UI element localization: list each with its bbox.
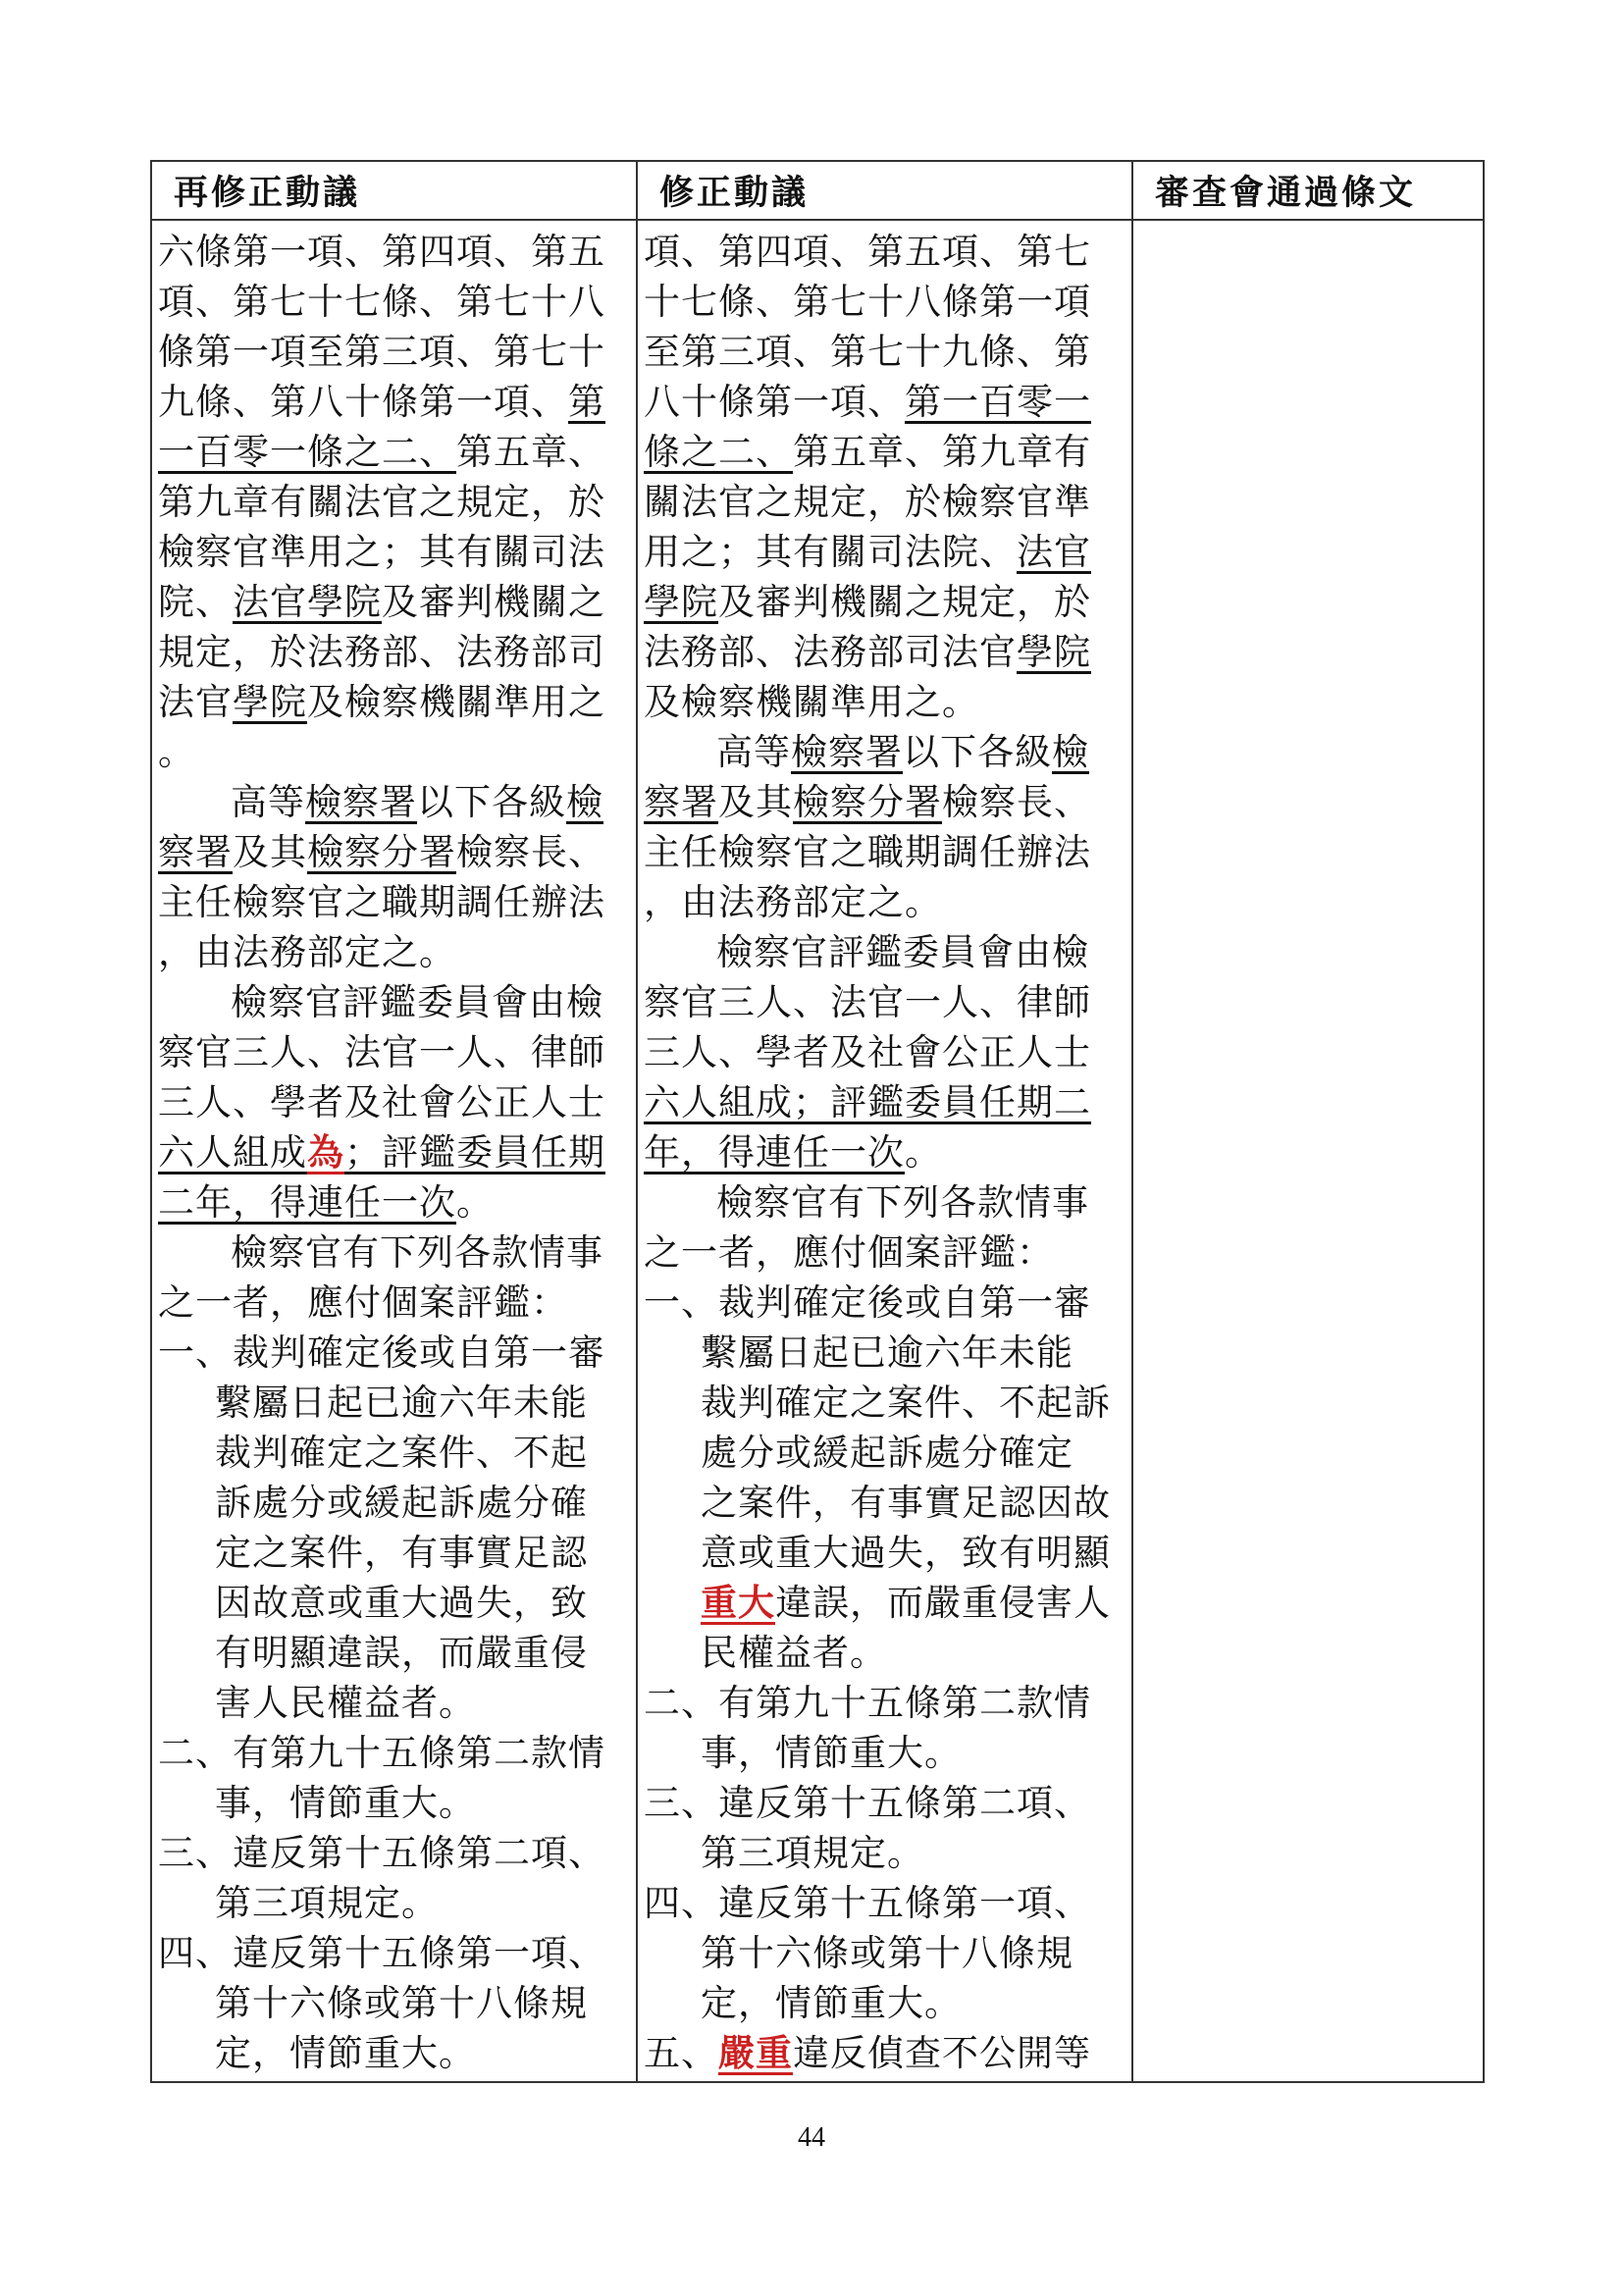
text-line bbox=[638, 1127, 1131, 1177]
underlined-text: 察署 bbox=[644, 781, 718, 823]
text-line bbox=[638, 427, 1131, 477]
text-line bbox=[638, 1428, 1131, 1478]
text-run: 之案件，有事實足認因故 bbox=[701, 1482, 1111, 1524]
text-run: 第十六條或第十八條規 bbox=[215, 1982, 588, 2024]
text-run: 及審判機關之 bbox=[382, 581, 605, 623]
text-line bbox=[638, 577, 1131, 627]
text-run: 八十條第一項、 bbox=[644, 381, 905, 423]
text-line bbox=[152, 677, 636, 727]
text-line bbox=[152, 727, 636, 777]
text-line bbox=[638, 727, 1131, 777]
underlined-text: 一百零一條之二、 bbox=[158, 431, 456, 473]
underlined-text: 學院 bbox=[644, 581, 718, 623]
text-run: 第五章、 bbox=[456, 431, 605, 473]
text-line bbox=[152, 1077, 636, 1127]
text-line bbox=[638, 1278, 1131, 1328]
text-run: 。 bbox=[158, 731, 195, 773]
text-run: 以下各級 bbox=[417, 781, 566, 823]
text-run: 。 bbox=[456, 1181, 494, 1224]
header-amendment-motion: 修正動議 bbox=[637, 161, 1132, 220]
text-run: 主任檢察官之職期調任辦法 bbox=[644, 831, 1091, 873]
text-line bbox=[152, 227, 636, 277]
text-run: 三人、學者及社會公正人士 bbox=[644, 1031, 1091, 1073]
text-run: 及審判機關之規定，於 bbox=[718, 581, 1091, 623]
text-run: 檢察官評鑑委員會由檢 bbox=[231, 981, 603, 1023]
text-line bbox=[152, 927, 636, 977]
text-line bbox=[638, 1928, 1131, 1978]
text-run: 事，情節重大。 bbox=[215, 1782, 476, 1824]
underlined-text: ；評鑑委員任期二 bbox=[793, 1081, 1091, 1123]
text-run: 第三項規定。 bbox=[701, 1832, 924, 1874]
text-line bbox=[638, 977, 1131, 1027]
text-run: 項、第四項、第五項、第七 bbox=[644, 231, 1091, 273]
text-run: 三人、學者及社會公正人士 bbox=[158, 1081, 605, 1123]
text-line bbox=[638, 827, 1131, 877]
text-run: 六條第一項、第四項、第五 bbox=[158, 231, 605, 273]
header-revised-motion: 再修正動議 bbox=[151, 161, 637, 220]
text-line bbox=[152, 1428, 636, 1478]
text-run: 一、裁判確定後或自第一審 bbox=[644, 1281, 1091, 1324]
text-run: 關法官之規定，於檢察官準 bbox=[644, 481, 1091, 523]
text-line bbox=[638, 2028, 1131, 2078]
underlined-text: 學院 bbox=[1017, 631, 1091, 673]
text-run: 定，情節重大。 bbox=[215, 2032, 476, 2074]
text-line bbox=[638, 1177, 1131, 1227]
text-run: 。 bbox=[905, 1131, 942, 1174]
text-run: 及檢察機關準用之。 bbox=[644, 681, 979, 723]
text-line bbox=[638, 277, 1131, 327]
text-line bbox=[638, 1077, 1131, 1127]
comparison-table bbox=[150, 160, 1485, 2083]
text-run: 二年，得連任一次 bbox=[158, 1181, 456, 1224]
text-line bbox=[152, 577, 636, 627]
text-line bbox=[638, 1728, 1131, 1778]
text-line bbox=[152, 277, 636, 327]
text-run: 處分或緩起訴處分確定 bbox=[701, 1432, 1073, 1474]
text-line bbox=[152, 1928, 636, 1978]
text-line bbox=[152, 777, 636, 827]
text-line bbox=[638, 1978, 1131, 2028]
text-run: 察官三人、法官一人、律師 bbox=[158, 1031, 605, 1073]
text-run: 規定，於法務部、法務部司 bbox=[158, 631, 605, 673]
text-run: 以下各級 bbox=[903, 731, 1052, 773]
text-run: 檢察長、 bbox=[456, 831, 605, 873]
text-line bbox=[152, 977, 636, 1027]
text-line bbox=[152, 427, 636, 477]
text-line bbox=[152, 627, 636, 677]
text-line bbox=[152, 1478, 636, 1528]
highlight-text: 嚴重 bbox=[718, 2031, 793, 2074]
text-run: 二、有第九十五條第二款情 bbox=[644, 1682, 1091, 1724]
text-run: 用之；其有關司法院、 bbox=[644, 531, 1017, 573]
text-run: 檢察官有下列各款情事 bbox=[716, 1181, 1089, 1224]
underlined-text: 第 bbox=[568, 381, 605, 423]
text-line bbox=[638, 1628, 1131, 1678]
text-line bbox=[152, 877, 636, 927]
text-run: 法務部、法務部司法官 bbox=[644, 631, 1017, 673]
amendment-motion-cell bbox=[637, 220, 1132, 2082]
underlined-text: 法官 bbox=[1017, 531, 1091, 573]
underlined-text: ；評鑑委員任期 bbox=[344, 1131, 605, 1174]
text-line bbox=[638, 1778, 1131, 1828]
text-line bbox=[152, 527, 636, 577]
text-run: 因故意或重大過失，致 bbox=[215, 1582, 588, 1624]
text-run: 高等 bbox=[716, 731, 791, 773]
text-line bbox=[638, 927, 1131, 977]
underlined-text: 檢察署 bbox=[305, 781, 417, 823]
text-run: 第五章、第九章有 bbox=[793, 431, 1091, 473]
text-run: 至第三項、第七十九條、第 bbox=[644, 331, 1091, 373]
underlined-text: 檢 bbox=[566, 781, 603, 823]
text-run: 定之案件，有事實足認 bbox=[215, 1532, 588, 1574]
text-line bbox=[152, 827, 636, 877]
text-line bbox=[638, 327, 1131, 377]
underlined-text: 條之二、 bbox=[644, 431, 793, 473]
text-run: 檢察官評鑑委員會由檢 bbox=[716, 931, 1089, 973]
text-line bbox=[638, 1227, 1131, 1278]
text-line bbox=[638, 227, 1131, 277]
text-run: 一、裁判確定後或自第一審 bbox=[158, 1331, 605, 1374]
text-run: 第三項規定。 bbox=[215, 1882, 439, 1924]
text-run: 五、 bbox=[644, 2032, 718, 2074]
text-run: 三、違反第十五條第二項、 bbox=[644, 1782, 1091, 1824]
text-run: 之一者，應付個案評鑑： bbox=[644, 1231, 1054, 1274]
text-run: 十七條、第七十八條第一項 bbox=[644, 281, 1091, 323]
text-line bbox=[152, 477, 636, 527]
text-line bbox=[638, 1578, 1131, 1628]
text-line bbox=[152, 1628, 636, 1678]
revised-motion-cell bbox=[151, 220, 637, 2082]
text-run: 定，情節重大。 bbox=[701, 1982, 962, 2024]
underlined-text: 法官學院 bbox=[233, 581, 382, 623]
underlined-text: 學院 bbox=[233, 681, 307, 723]
text-run: 意或重大過失，致有明顯 bbox=[701, 1532, 1111, 1574]
text-line bbox=[638, 1027, 1131, 1077]
underlined-text: 察署 bbox=[158, 831, 233, 873]
text-run: 年，得連任一次 bbox=[644, 1131, 905, 1174]
text-line bbox=[638, 1878, 1131, 1928]
text-run: 之一者，應付個案評鑑： bbox=[158, 1281, 568, 1324]
text-run: 第十六條或第十八條規 bbox=[701, 1932, 1073, 1974]
header-row bbox=[151, 161, 1484, 220]
underlined-text: 檢察署 bbox=[791, 731, 903, 773]
text-run: 察官三人、法官一人、律師 bbox=[644, 981, 1091, 1023]
text-line bbox=[638, 1528, 1131, 1578]
underlined-text: 檢察分署 bbox=[307, 831, 456, 873]
text-line bbox=[638, 677, 1131, 727]
text-line bbox=[152, 1828, 636, 1878]
text-line bbox=[152, 1728, 636, 1778]
text-run: 及檢察機關準用之 bbox=[307, 681, 605, 723]
body-row bbox=[151, 220, 1484, 2082]
text-run: 違反偵查不公開等 bbox=[793, 2032, 1091, 2074]
text-run: 四、違反第十五條第一項、 bbox=[158, 1932, 605, 1974]
text-line bbox=[152, 1978, 636, 2028]
text-run: 九條、第八十條第一項、 bbox=[158, 381, 568, 423]
text-line bbox=[638, 627, 1131, 677]
text-line bbox=[638, 1678, 1131, 1728]
text-run: 高等 bbox=[231, 781, 305, 823]
text-run: 六人組成 bbox=[644, 1081, 793, 1123]
text-run: 法官 bbox=[158, 681, 233, 723]
text-run: 事，情節重大。 bbox=[701, 1732, 962, 1774]
page-number: 44 bbox=[798, 2122, 825, 2153]
text-line bbox=[638, 1378, 1131, 1428]
amendment-motion-text bbox=[638, 221, 1131, 2078]
text-run: 第九章有關法官之規定，於 bbox=[158, 481, 605, 523]
text-run: ，由法務部定之。 bbox=[644, 881, 942, 923]
underlined-text: 第一百零一 bbox=[905, 381, 1091, 423]
revised-motion-text bbox=[152, 221, 636, 2078]
text-run: ，由法務部定之。 bbox=[158, 931, 456, 973]
text-line bbox=[638, 1478, 1131, 1528]
text-line bbox=[152, 1778, 636, 1828]
text-line bbox=[152, 1177, 636, 1227]
text-line bbox=[152, 1528, 636, 1578]
text-line bbox=[152, 1378, 636, 1428]
text-line bbox=[152, 1278, 636, 1328]
text-run: 六人組成 bbox=[158, 1131, 307, 1174]
text-run: 檢察長、 bbox=[942, 781, 1091, 823]
text-run: 檢察官準用之；其有關司法 bbox=[158, 531, 605, 573]
text-run: 及其 bbox=[718, 781, 793, 823]
text-line bbox=[152, 2028, 636, 2078]
underlined-text: 檢察分署 bbox=[793, 781, 942, 823]
text-line bbox=[152, 1127, 636, 1177]
text-run: 及其 bbox=[233, 831, 307, 873]
text-line bbox=[152, 1027, 636, 1077]
highlight-text: 重大 bbox=[701, 1581, 775, 1624]
approved-text-cell bbox=[1132, 220, 1484, 2082]
text-line bbox=[152, 377, 636, 427]
text-run: 二、有第九十五條第二款情 bbox=[158, 1732, 605, 1774]
text-run: 檢察官有下列各款情事 bbox=[231, 1231, 603, 1274]
text-run: 院、 bbox=[158, 581, 233, 623]
header-approved-text: 審查會通過條文 bbox=[1132, 161, 1484, 220]
text-line bbox=[638, 477, 1131, 527]
text-line bbox=[152, 1878, 636, 1928]
text-run: 繫屬日起已逾六年未能 bbox=[701, 1331, 1073, 1374]
text-run: 三、違反第十五條第二項、 bbox=[158, 1832, 605, 1874]
text-run: 違誤，而嚴重侵害人 bbox=[775, 1582, 1111, 1624]
text-run: 四、違反第十五條第一項、 bbox=[644, 1882, 1091, 1924]
text-run: 裁判確定之案件、不起訴 bbox=[701, 1382, 1111, 1424]
text-line bbox=[152, 1328, 636, 1378]
text-run: 裁判確定之案件、不起 bbox=[215, 1432, 588, 1474]
text-line bbox=[152, 327, 636, 377]
text-line bbox=[638, 527, 1131, 577]
text-run: 害人民權益者。 bbox=[215, 1682, 476, 1724]
text-run: 條第一項至第三項、第七十 bbox=[158, 331, 605, 373]
text-run: 有明顯違誤，而嚴重侵 bbox=[215, 1632, 588, 1674]
text-run: 訴處分或緩起訴處分確 bbox=[215, 1482, 588, 1524]
text-line bbox=[152, 1678, 636, 1728]
text-run: 繫屬日起已逾六年未能 bbox=[215, 1382, 588, 1424]
text-line bbox=[638, 1828, 1131, 1878]
text-run: 項、第七十七條、第七十八 bbox=[158, 281, 605, 323]
text-run: 主任檢察官之職期調任辦法 bbox=[158, 881, 605, 923]
text-line bbox=[638, 1328, 1131, 1378]
text-line bbox=[638, 777, 1131, 827]
text-line bbox=[638, 877, 1131, 927]
highlight-text: 為 bbox=[307, 1130, 344, 1174]
text-line bbox=[638, 377, 1131, 427]
text-line bbox=[152, 1578, 636, 1628]
text-run: 民權益者。 bbox=[701, 1632, 887, 1674]
underlined-text: 檢 bbox=[1052, 731, 1089, 773]
text-line bbox=[152, 1227, 636, 1278]
